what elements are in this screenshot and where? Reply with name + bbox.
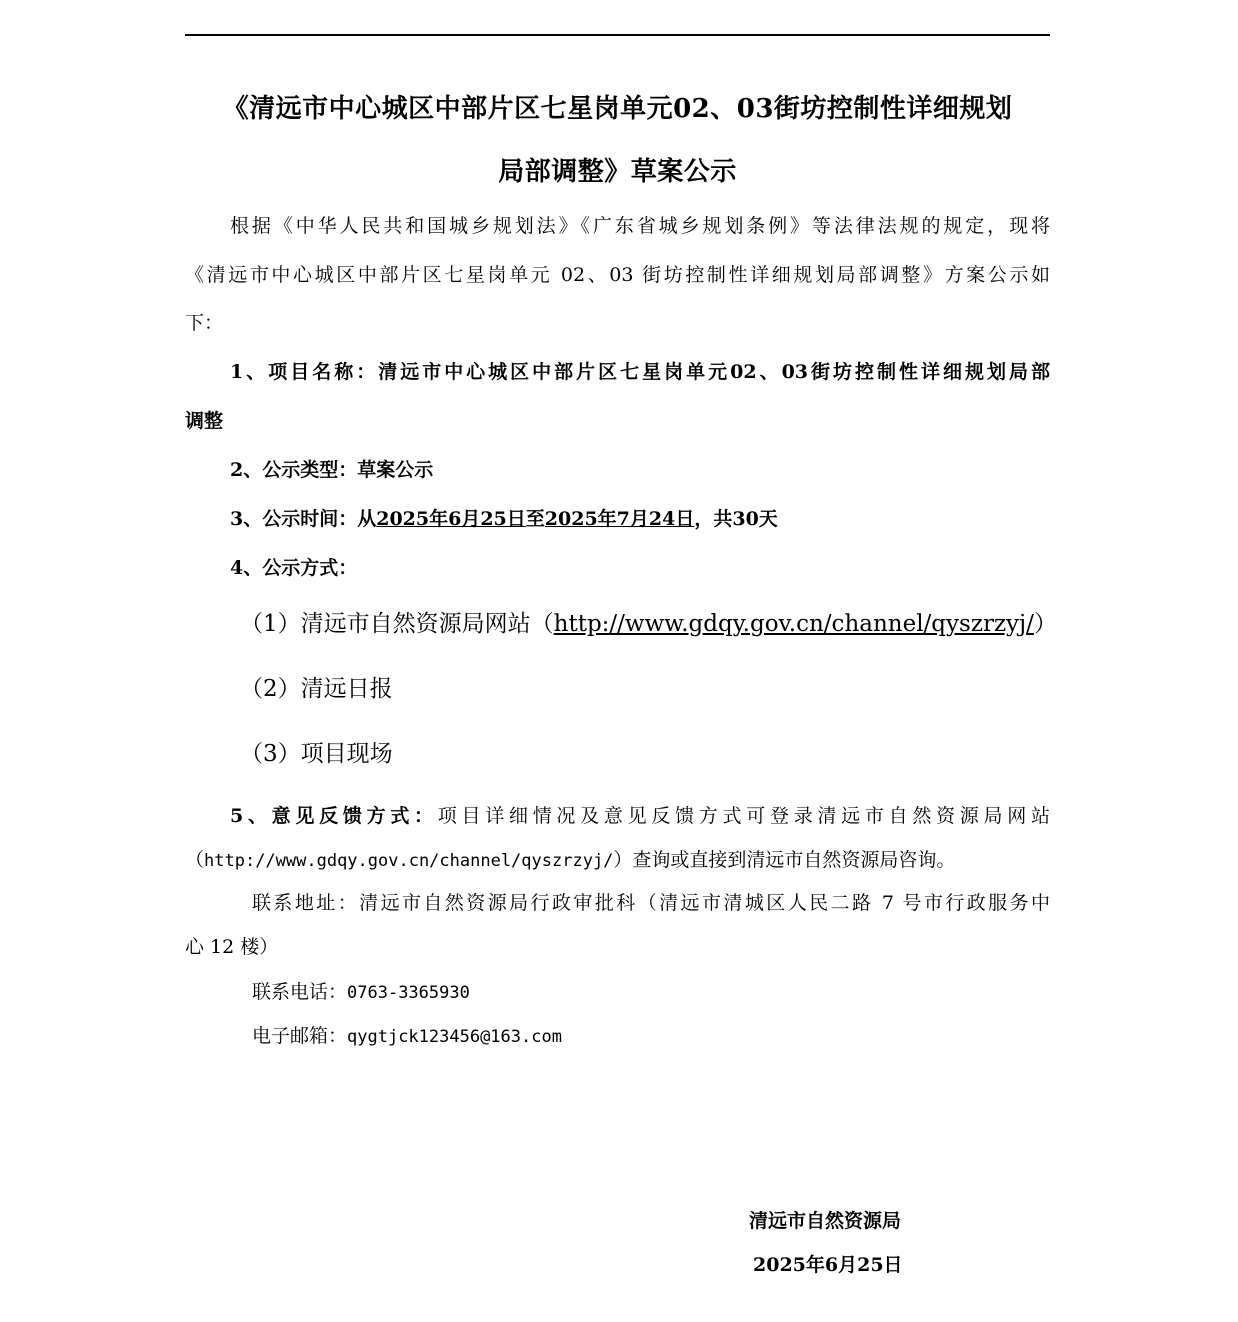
item-5-label: 5、意见反馈方式：: [230, 805, 438, 827]
item-3-label: 3、公示时间：从: [230, 508, 377, 530]
item-1-project-name-cont: 调整: [185, 410, 224, 432]
website-link[interactable]: http://www.gdqy.gov.cn/channel/qyszrzyj/: [553, 611, 1034, 637]
item-2-type: [230, 455, 1095, 485]
phone-label: 联系电话：: [252, 981, 348, 1003]
email-label: 电子邮箱：: [252, 1025, 348, 1047]
intro-line-1: 根据《中华人民共和国城乡规划法》《广东省城乡规划条例》等法律法规的规定，现将: [230, 215, 1050, 237]
phone-number: 0763-3365930: [347, 983, 470, 1003]
contact-address-line-2: 心 12 楼）: [185, 936, 279, 958]
item-5-url-open: （: [185, 849, 205, 871]
document-title-line-2: 局部调整》草案公示: [498, 157, 737, 187]
item-5-url-close: ）查询或直接到清远市自然资源局咨询。: [613, 849, 956, 871]
item-4-label: 4、公示方式：: [230, 557, 358, 579]
method-1-prefix: （1）清远市自然资源局网站（: [240, 611, 554, 637]
contact-phone: [252, 977, 1117, 1008]
method-1-suffix: ）: [1033, 611, 1057, 637]
start-date: 2025年6月25日: [376, 508, 526, 530]
method-3-site: （3）项目现场: [240, 741, 393, 767]
item-3-mid: 至: [525, 508, 545, 530]
item-2-label: 2、公示类型：: [230, 459, 358, 481]
item-3-tail: ，共30天: [694, 508, 778, 530]
contact-address-line-1: 联系地址：清远市自然资源局行政审批科（清远市清城区人民二路 7 号市行政服务中: [252, 892, 1050, 914]
item-5-feedback: [230, 801, 1050, 831]
intro-line-2: 《清远市中心城区中部片区七星岗单元 02、03 街坊控制性详细规划局部调整》方案公示如: [185, 264, 1050, 286]
top-rule: [185, 34, 1050, 36]
email-address[interactable]: qygtjck123456@163.com: [347, 1027, 562, 1047]
item-2-value: 草案公示: [357, 459, 434, 481]
document-title-line-1: 《清远市中心城区中部片区七星岗单元02、03街坊控制性详细规划: [222, 94, 1013, 124]
end-date: 2025年7月24日: [544, 508, 695, 530]
intro-line-3: 下：: [185, 312, 224, 334]
contact-email: [252, 1021, 1117, 1052]
method-1-website: [240, 609, 1105, 639]
signature-date: 2025年6月25日: [753, 1254, 903, 1276]
signature-org: 清远市自然资源局: [749, 1210, 902, 1232]
item-1-project-name: 1、项目名称：清远市中心城区中部片区七星岗单元02、03街坊控制性详细规划局部: [230, 361, 1050, 383]
feedback-url[interactable]: http://www.gdqy.gov.cn/channel/qyszrzyj/: [204, 851, 614, 871]
item-5-text: 项目详细情况及意见反馈方式可登录清远市自然资源局网站: [437, 805, 1050, 827]
method-2-newspaper: （2）清远日报: [240, 676, 393, 702]
item-5-line-2: [185, 845, 1050, 876]
item-3-period: [230, 504, 1095, 534]
